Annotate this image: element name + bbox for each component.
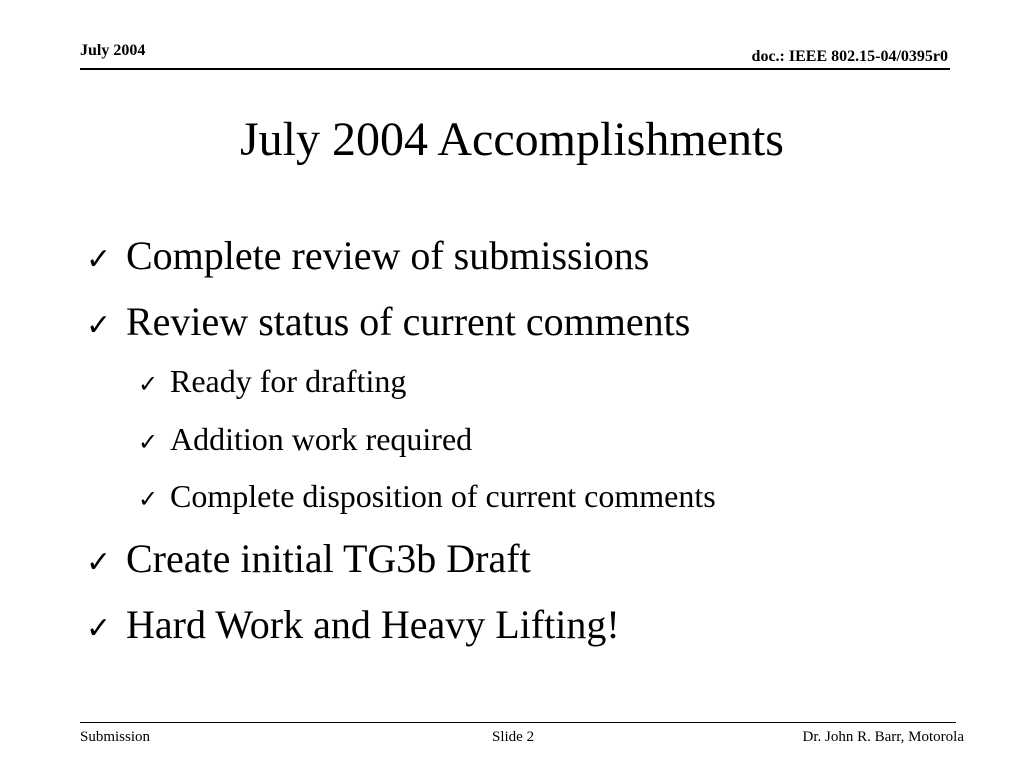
sub-bullet-item [138, 420, 472, 461]
bullet-text: Complete review of submissions [126, 233, 650, 278]
bullet-text: Ready for drafting [170, 363, 407, 399]
bullet-text: Hard Work and Heavy Lifting! [126, 602, 620, 647]
header-doc-id: doc.: IEEE 802.15-04/0395r0 [751, 48, 948, 65]
header-date: July 2004 [80, 42, 146, 59]
check-icon: ✓ [86, 611, 112, 646]
check-icon: ✓ [138, 428, 159, 456]
sub-bullet-item [138, 477, 716, 518]
bullet-text: Create initial TG3b Draft [126, 536, 531, 581]
check-icon: ✓ [86, 242, 112, 277]
bullet-text: Addition work required [170, 421, 473, 457]
footer-rule [80, 722, 956, 723]
bullet-item [86, 298, 690, 350]
footer-slide-number: Slide 2 [492, 729, 535, 745]
footer-submission: Submission [80, 729, 151, 745]
bullet-item [86, 232, 649, 284]
sub-bullet-item [138, 362, 406, 403]
footer-author: Dr. John R. Barr, Motorola [802, 729, 964, 745]
bullet-text: Complete disposition of current comments [170, 478, 716, 514]
check-icon: ✓ [138, 485, 159, 513]
check-icon: ✓ [138, 370, 159, 398]
slide-title: July 2004 Accomplishments [240, 113, 784, 166]
bullet-item [86, 601, 620, 653]
check-icon: ✓ [86, 308, 112, 343]
bullet-text: Review status of current comments [126, 299, 691, 344]
check-icon: ✓ [86, 545, 112, 580]
bullet-item [86, 535, 531, 587]
